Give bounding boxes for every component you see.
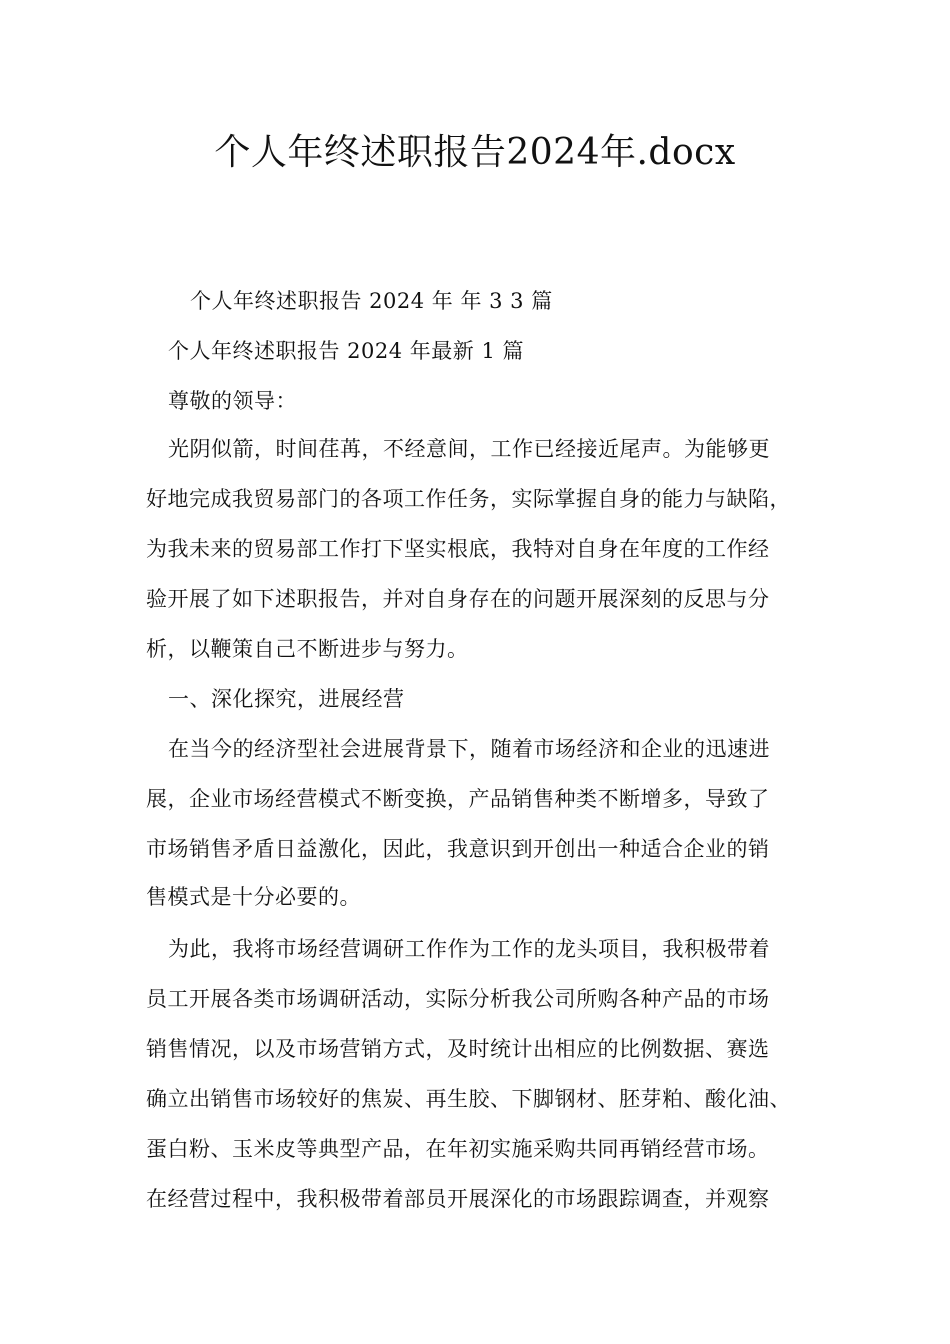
paragraph-line: 为此，我将市场经营调研工作作为工作的龙头项目，我积极带着 (168, 937, 770, 961)
paragraph-line: 为我未来的贸易部工作打下坚实根底，我特对自身在年度的工作经 (146, 537, 770, 561)
salutation: 尊敬的领导： (168, 389, 297, 413)
paragraph-line: 员工开展各类市场调研活动，实际分析我公司所购各种产品的市场 (146, 987, 770, 1011)
subtitle-line: 个人年终述职报告 2024 年最新 1 篇 (168, 339, 525, 363)
subtitle-line: 个人年终述职报告 2024 年 年 3 3 篇 (190, 289, 553, 313)
section-heading: 一、深化探究，进展经营 (168, 687, 405, 711)
paragraph-line: 验开展了如下述职报告，并对自身存在的问题开展深刻的反思与分 (146, 587, 770, 611)
paragraph-line: 析，以鞭策自己不断进步与努力。 (146, 637, 469, 661)
document-title: 个人年终述职报告2024年.docx (214, 132, 736, 173)
paragraph-line: 在经营过程中，我积极带着部员开展深化的市场跟踪调查，并观察 (146, 1187, 770, 1211)
paragraph-line: 蛋白粉、玉米皮等典型产品，在年初实施采购共同再销经营市场。 (146, 1137, 770, 1161)
paragraph-line: 市场销售矛盾日益激化，因此，我意识到开创出一种适合企业的销 (146, 837, 770, 861)
paragraph-line: 在当今的经济型社会进展背景下，随着市场经济和企业的迅速进 (168, 737, 770, 761)
paragraph-line: 好地完成我贸易部门的各项工作任务，实际掌握自身的能力与缺陷， (146, 487, 791, 511)
paragraph-line: 确立出销售市场较好的焦炭、再生胶、下脚钢材、胚芽粕、酸化油、 (146, 1087, 791, 1111)
paragraph-line: 售模式是十分必要的。 (146, 885, 361, 909)
paragraph-line: 光阴似箭，时间荏苒，不经意间，工作已经接近尾声。为能够更 (168, 437, 770, 461)
paragraph-line: 销售情况，以及市场营销方式，及时统计出相应的比例数据、赛选 (146, 1037, 770, 1061)
paragraph-line: 展，企业市场经营模式不断变换，产品销售种类不断增多，导致了 (146, 787, 770, 811)
